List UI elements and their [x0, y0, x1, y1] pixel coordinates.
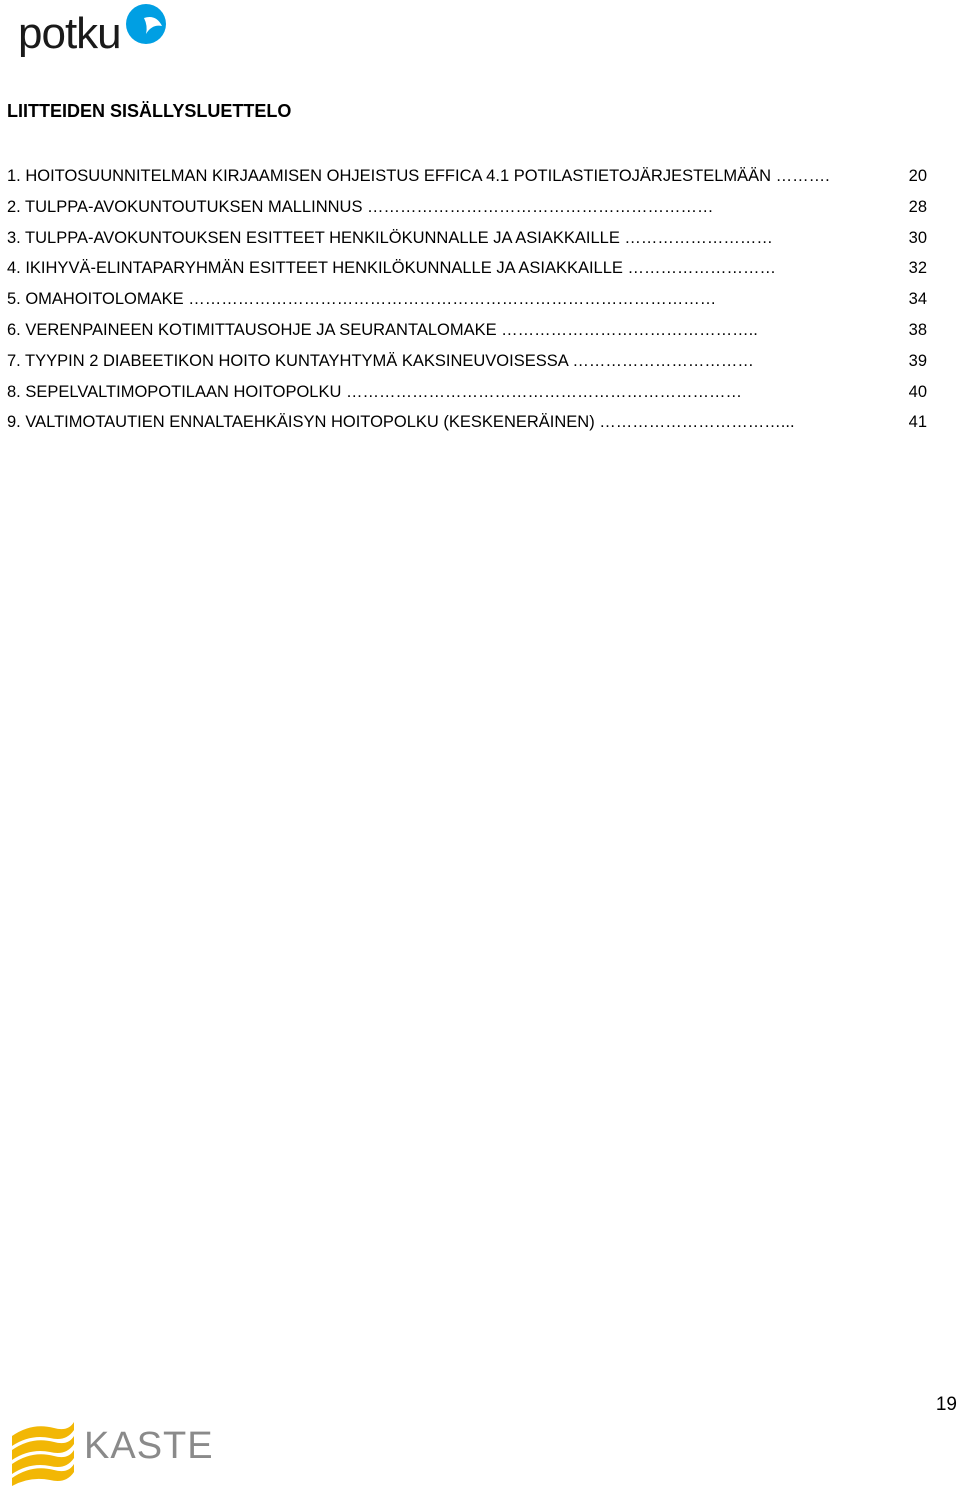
toc-entry-page: 39: [908, 351, 927, 370]
toc-entry-title: 4. IKIHYVÄ-ELINTAPARYHMÄN ESITTEET HENKILÖKUNNALLE JA ASIAKKAILLE ………………………: [7, 259, 776, 278]
toc-entry-page: 34: [908, 290, 927, 309]
toc-entry: [7, 257, 929, 288]
toc-entry: [7, 319, 929, 350]
kaste-logo-waves-icon: [12, 1422, 74, 1486]
toc-entry-title: 9. VALTIMOTAUTIEN ENNALTAEHKÄISYN HOITOPOLKU (KESKENERÄINEN) ……………………………...: [7, 413, 795, 432]
toc-entry: [7, 165, 929, 196]
kaste-logo: [10, 1418, 215, 1486]
toc-entry-page: 40: [908, 382, 927, 401]
toc-entry: [7, 196, 929, 227]
toc-entry: [7, 227, 929, 258]
page-number: 19: [935, 1394, 957, 1415]
toc-entry-page: 28: [908, 197, 927, 216]
toc-entry-title: 3. TULPPA-AVOKUNTOUKSEN ESITTEET HENKILÖKUNNALLE JA ASIAKKAILLE ………………………: [7, 228, 773, 247]
toc-entry-title: 1. HOITOSUUNNITELMAN KIRJAAMISEN OHJEISTUS EFFICA 4.1 POTILASTIETOJÄRJESTELMÄÄN ……….: [7, 167, 830, 185]
toc-entry-title: 5. OMAHOITOLOMAKE ……………………………………………………………………………………: [7, 290, 717, 309]
toc-entry-title: 2. TULPPA-AVOKUNTOUTUKSEN MALLINNUS ………………………………………………………: [7, 197, 714, 216]
toc-entry-page: 38: [908, 320, 927, 339]
toc-entry: [7, 381, 929, 412]
toc-entry-title: 6. VERENPAINEEN KOTIMITTAUSOHJE JA SEURANTALOMAKE ………………………………………..: [7, 320, 758, 339]
page-title: LIITTEIDEN SISÄLLYSLUETTELO: [7, 101, 292, 121]
potku-logo: [18, 0, 168, 62]
toc-entry-title: 7. TYYPIN 2 DIABEETIKON HOITO KUNTAYHTYMÄ KAKSINEUVOISESSA ……………………………: [7, 351, 754, 370]
toc-entry-page: 41: [908, 413, 927, 432]
toc-entry-page: 30: [908, 228, 927, 247]
toc-entry: [7, 411, 929, 442]
table-of-contents: [7, 165, 929, 442]
toc-entry-page: 20: [908, 167, 927, 185]
potku-logo-text: potku: [18, 9, 121, 58]
toc-entry: [7, 350, 929, 381]
toc-entry-title: 8. SEPELVALTIMOPOTILAAN HOITOPOLKU ………………………………………………………………: [7, 382, 742, 401]
toc-entry: [7, 288, 929, 319]
kaste-logo-text: KASTE: [84, 1425, 214, 1467]
toc-entry-page: 32: [908, 259, 927, 278]
